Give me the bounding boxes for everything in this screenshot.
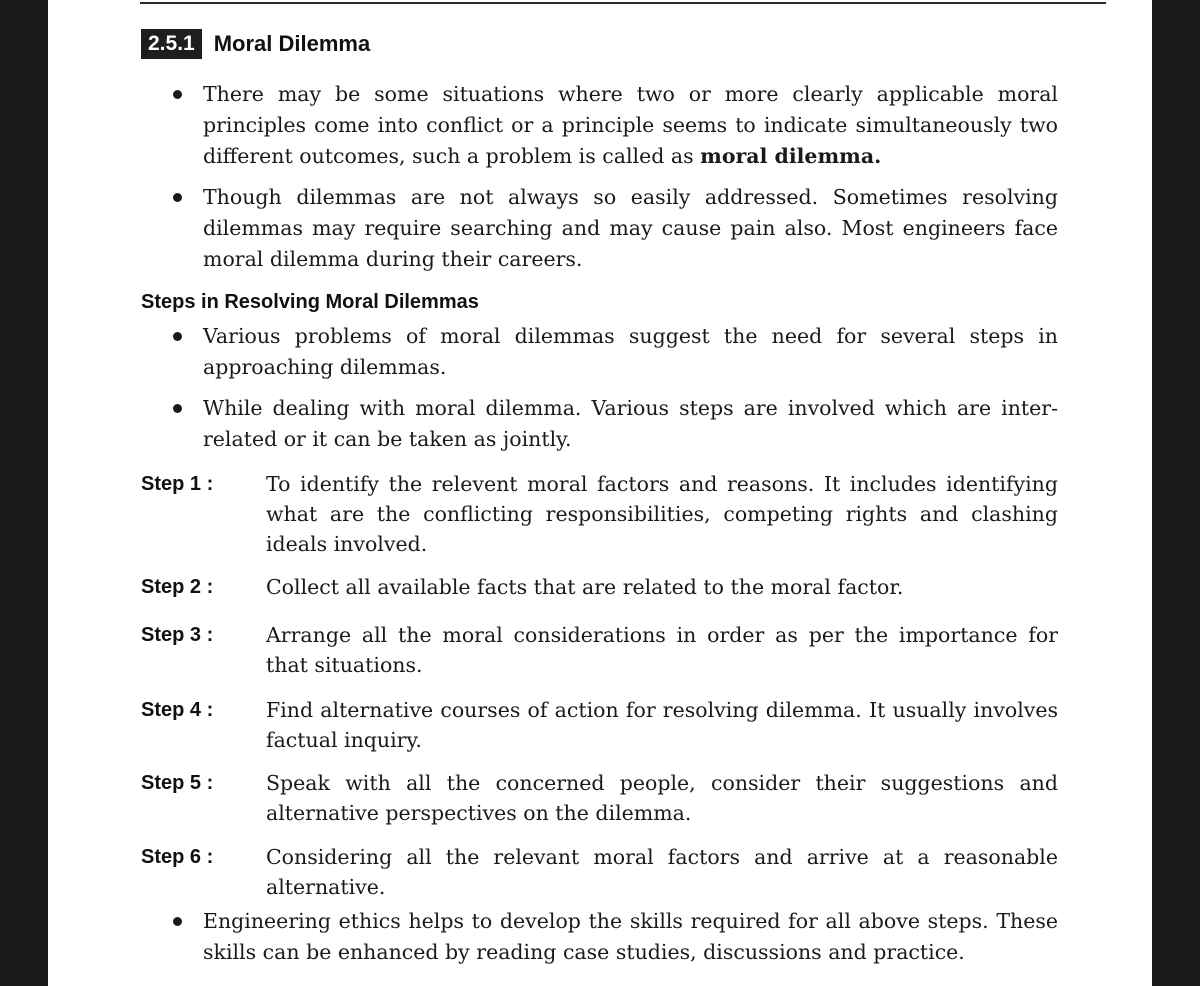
bullet-dot-icon	[173, 332, 182, 341]
steps-bullet-1	[203, 321, 1058, 383]
step-3-text: Arrange all the moral considerations in order as per the importance for that situations.	[266, 623, 1058, 677]
bullet-dot-icon	[173, 90, 182, 99]
bullet-dot-icon	[173, 193, 182, 202]
intro-bullet-1-bold-term: moral dilemma.	[700, 144, 882, 168]
step-2-text: Collect all available facts that are related to the moral factor.	[266, 575, 904, 599]
intro-bullet-1-text: There may be some situations where two or more clearly applicable moral principles come into conflict or a principle seems to indicate simultaneously two different outcomes, such a problem is called as	[203, 82, 1058, 168]
steps-heading: Steps in Resolving Moral Dilemmas	[141, 291, 479, 313]
step-5-label: Step 5 :	[141, 772, 214, 794]
closing-bullet-text: Engineering ethics helps to develop the skills required for all above steps. These skills can be enhanced by reading case studies, discussions and practice.	[203, 909, 1058, 964]
section-title: Moral Dilemma	[213, 31, 371, 56]
step-3-label: Step 3 :	[141, 624, 214, 646]
intro-bullet-2-text: Though dilemmas are not always so easily addressed. Sometimes resolving dilemmas may require searching and may cause pain also. Most engineers face moral dilemma during their careers.	[203, 185, 1058, 271]
step-1-text: To identify the relevent moral factors and reasons. It includes identifying what are the conflicting responsibilities, competing rights and clashing ideals involved.	[266, 472, 1058, 556]
step-2-label: Step 2 :	[141, 576, 214, 598]
step-6-label: Step 6 :	[141, 846, 214, 868]
step-4-text: Find alternative courses of action for resolving dilemma. It usually involves factual inquiry.	[266, 698, 1058, 752]
section-number: 2.5.1	[141, 29, 202, 59]
closing-bullet	[203, 906, 1058, 968]
step-4-label: Step 4 :	[141, 699, 214, 721]
step-6-text: Considering all the relevant moral factors and arrive at a reasonable alternative.	[266, 845, 1058, 899]
steps-bullet-2	[203, 393, 1058, 455]
steps-bullet-1-text: Various problems of moral dilemmas suggest the need for several steps in approaching dilemmas.	[203, 324, 1058, 379]
section-heading	[141, 28, 370, 60]
document-page	[48, 0, 1152, 986]
intro-bullet-1	[203, 79, 1058, 172]
intro-bullet-2	[203, 182, 1058, 275]
steps-bullet-2-text: While dealing with moral dilemma. Various steps are involved which are inter-related or it can be taken as jointly.	[203, 396, 1058, 451]
bullet-dot-icon	[173, 917, 182, 926]
step-1-label: Step 1 :	[141, 473, 214, 495]
bullet-dot-icon	[173, 404, 182, 413]
step-5-text: Speak with all the concerned people, consider their suggestions and alternative perspectives on the dilemma.	[266, 771, 1058, 825]
top-rule	[140, 2, 1106, 4]
